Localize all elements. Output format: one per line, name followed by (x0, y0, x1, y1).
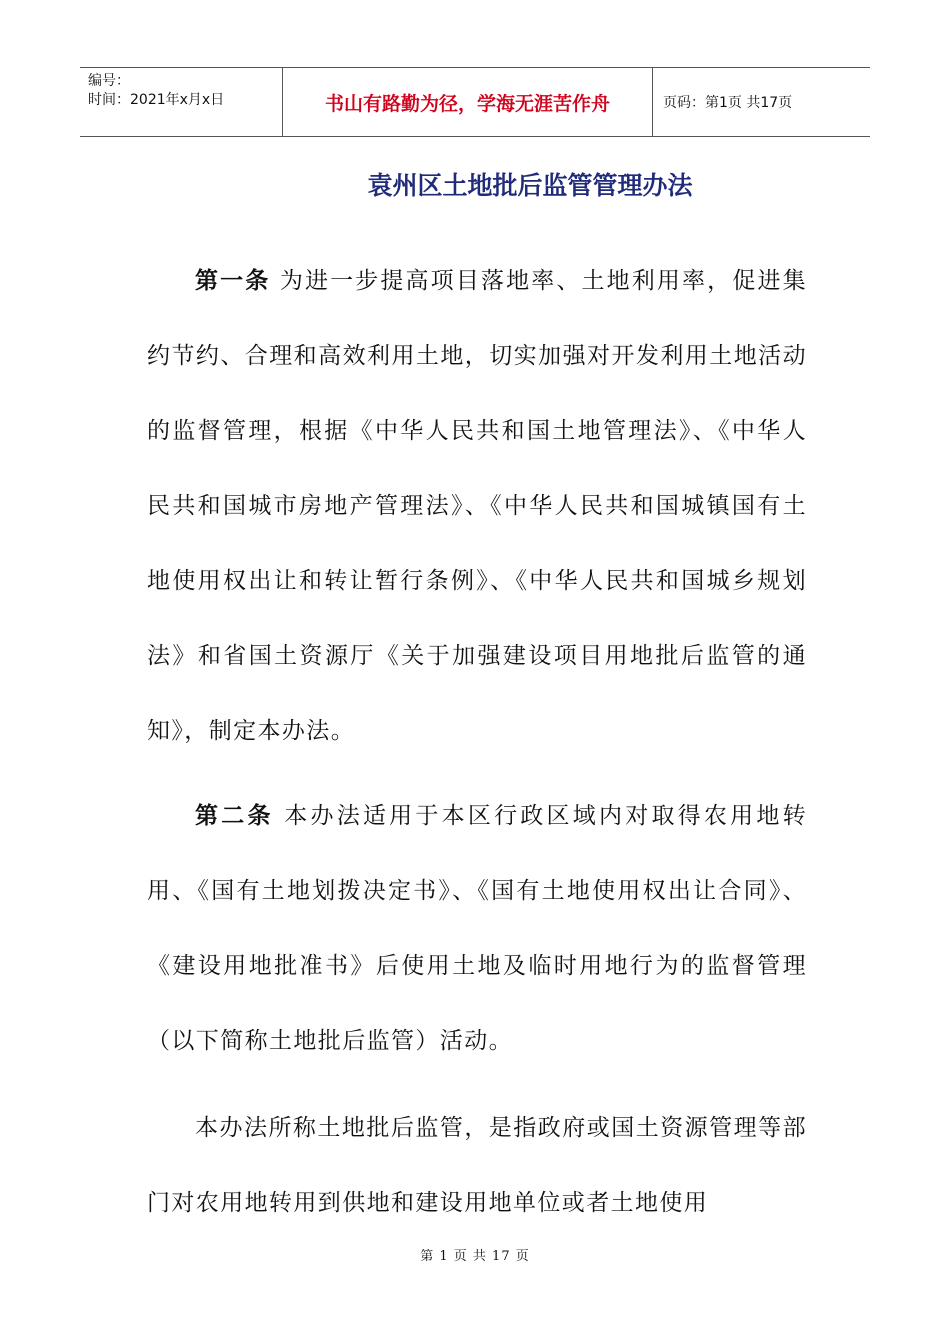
article-2-lead: 第二条 (195, 803, 274, 829)
article-2-paragraph (147, 779, 807, 1079)
page-footer: 第 1 页 共 17 页 (420, 1249, 530, 1264)
document-title: 袁州区土地批后监管管理办法 (367, 171, 693, 200)
header-meta-cell (80, 68, 283, 136)
document-number-label: 编号： (88, 73, 130, 89)
header-table (80, 67, 870, 137)
article-1-paragraph (147, 244, 807, 769)
article-1-text: 为进一步提高项目落地率、土地利用率，促进集约节约、合理和高效利用土地，切实加强对开发利用土地活动的监督管理，根据《中华人民共和国土地管理法》、《中华人民共和国城市房地产管理法》、《中华人民共和国城镇国有土地使用权出让和转让暂行条例》、《中华人民共和国城乡规划法》和省国土资源厅《关于加强建设项目用地批后监管的通知》，制定本办法。 (147, 268, 807, 744)
continuation-text: 本办法所称土地批后监管，是指政府或国土资源管理等部门对农用地转用到供地和建设用地单位或者土地使用 (147, 1115, 807, 1216)
article-1-lead: 第一条 (195, 268, 271, 294)
article-2-continuation-paragraph (147, 1091, 807, 1241)
header-motto: 书山有路勤为径，学海无涯苦作舟 (283, 68, 653, 136)
document-time-label: 时间：2021年x月x日 (88, 92, 225, 108)
header-page-info: 页码：第1页 共17页 (663, 95, 793, 111)
article-2-text: 本办法适用于本区行政区域内对取得农用地转用、《国有土地划拨决定书》、《国有土地使用权出让合同》、《建设用地批准书》后使用土地及临时用地行为的监督管理（以下简称土地批后监管）活动。 (147, 803, 808, 1054)
